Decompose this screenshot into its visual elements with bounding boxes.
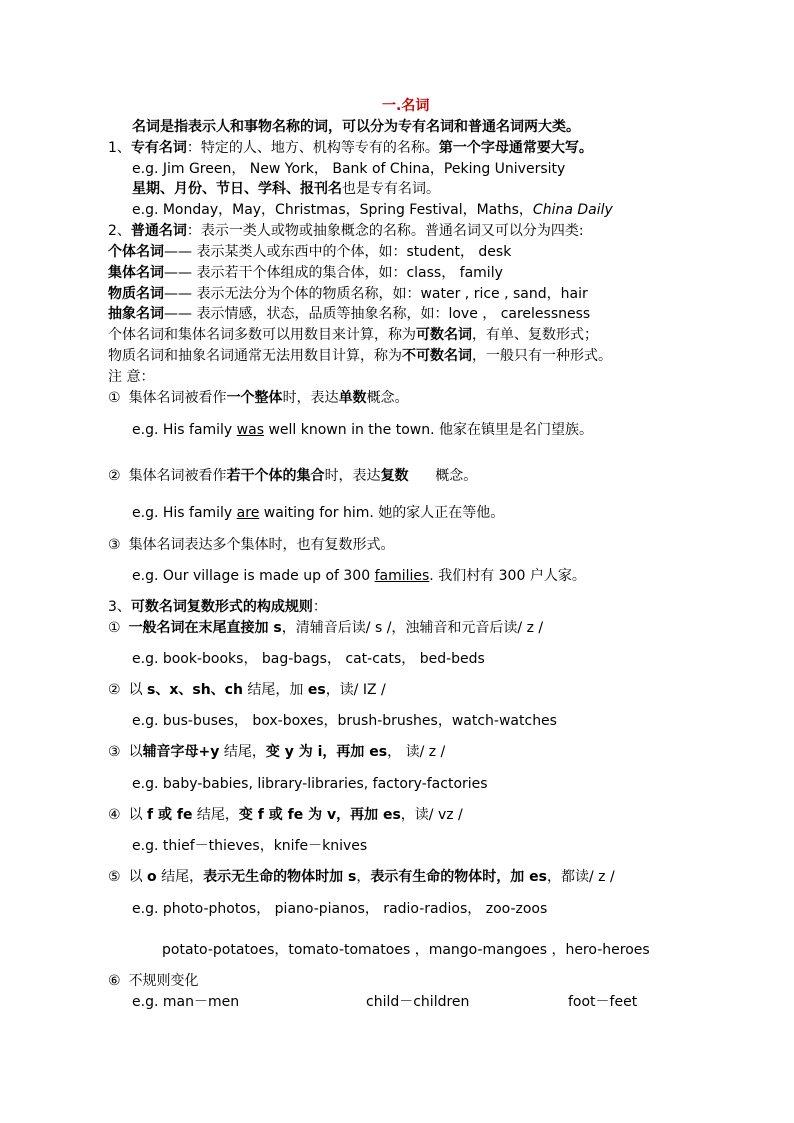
bold-term: 一个整体 (226, 390, 283, 406)
text: ，都读/ z / (547, 869, 615, 885)
text: 时，表达 (282, 390, 339, 406)
bold-term: 若干个体的集合 (226, 468, 325, 484)
example-line: e.g. Jim Green， New York， Bank of China，Peking University (132, 161, 566, 177)
text: 结尾， (156, 869, 204, 885)
section-desc: ：特定的人、地方、机构等专有的名称。 (186, 140, 439, 156)
type-line (108, 305, 590, 323)
type-line (108, 243, 511, 261)
circled-number: ② (108, 468, 121, 484)
text: 集体名词表达多个集体时，也有复数形式。 (128, 537, 395, 553)
bold-term: s、x、sh、ch (147, 682, 243, 698)
intro-end: 。 (566, 119, 580, 135)
rule-1 (108, 619, 543, 637)
note-label: 注 意： (108, 369, 155, 385)
note-item-2 (108, 467, 477, 485)
text: ，读/ vz / (400, 807, 463, 823)
bold-term: es (307, 682, 326, 698)
text: 结尾， (219, 744, 266, 760)
section-name: 可数名词复数形式的构成规则 (130, 599, 313, 615)
bold-term: 不可数名词 (402, 348, 472, 364)
page-title: 一.名词 (382, 98, 430, 114)
note-text: 也是专有名词。 (342, 181, 440, 197)
section-number: 1、 (108, 140, 131, 156)
underlined-word: families (374, 568, 430, 584)
section-3-heading (108, 598, 327, 616)
type-line (108, 285, 588, 303)
example-line (132, 201, 613, 219)
example-line: e.g. bus-buses， box-boxes，brush-brushes，watch-watches (132, 713, 557, 729)
text: . 我们村有 300 户人家。 (429, 568, 586, 584)
type-dash: —— (164, 306, 192, 322)
rule-5 (108, 868, 615, 886)
text: ，清辅音后读/ s /，浊辅音和元音后读/ z / (281, 620, 544, 636)
example-line: potato-potatoes，tomato-tomatoes ，mango-mangoes ，hero-heroes (162, 942, 650, 958)
type-desc: 表示无法分为个体的物质名称，如：water , rice , sand，hair (192, 286, 588, 302)
text: 以 (128, 869, 148, 885)
underlined-word: are (236, 505, 260, 521)
example-irregular-1: e.g. man－men (132, 994, 240, 1010)
text: ， (356, 869, 371, 885)
text: 时，表达 (324, 468, 381, 484)
example-line: e.g. book-books， bag-bags， cat-cats， bed-beds (132, 651, 485, 667)
intro-line (132, 118, 580, 136)
countable-line (108, 326, 598, 344)
text: ，一般只有一种形式。 (472, 348, 612, 364)
text: 结尾，加 (242, 682, 308, 698)
note-line (132, 180, 440, 198)
bold-term: 单数 (338, 390, 367, 406)
example-text: e.g. Monday，May，Christmas，Spring Festival，Maths， (132, 202, 533, 218)
type-desc: 表示某类人或东西中的个体，如：student， desk (192, 244, 512, 260)
bold-term: 辅音字母+y (142, 744, 220, 760)
text: e.g. His family (132, 422, 237, 438)
bold-term: 表示有生命的物体时，加 es (370, 869, 548, 885)
bold-term: f 或 fe (147, 807, 193, 823)
text: ，读/ IZ / (325, 682, 386, 698)
text: e.g. His family (132, 505, 237, 521)
text: 个体名词和集体名词多数可以用数目来计算，称为 (108, 327, 416, 343)
example-italic: China Daily (532, 202, 613, 218)
text: e.g. Our village is made up of 300 (132, 568, 375, 584)
text: 物质名词和抽象名词通常无法用数目计算，称为 (108, 348, 402, 364)
type-desc: 表示若干个体组成的集合体，如：class， family (192, 265, 503, 281)
type-dash: —— (164, 286, 192, 302)
section-2-heading (108, 222, 584, 240)
circled-number: ① (108, 390, 121, 406)
underlined-word: was (236, 422, 264, 438)
rule-6 (108, 972, 199, 990)
bold-term: o (147, 869, 157, 885)
note-item-1 (108, 389, 409, 407)
rule-4 (108, 806, 463, 824)
text: 以 (128, 682, 148, 698)
circled-number: ③ (108, 537, 121, 553)
section-bold: 第一个字母通常要大写 (438, 140, 579, 156)
bold-term: 表示无生命的物体时加 s (203, 869, 357, 885)
bold-term: 复数 (380, 468, 409, 484)
rule-2 (108, 681, 386, 699)
type-name: 集体名词 (108, 265, 164, 281)
type-name: 物质名词 (108, 286, 164, 302)
text: ， 读/ z / (387, 744, 446, 760)
example-line (132, 504, 504, 522)
circled-number: ⑤ (108, 869, 121, 885)
example-line: e.g. photo-photos， piano-pianos， radio-radios， zoo-zoos (132, 901, 548, 917)
bold-term: 可数名词 (416, 327, 472, 343)
text: 以 (128, 807, 148, 823)
text: well known in the town. 他家在镇里是名门望族。 (264, 422, 593, 438)
circled-number: ② (108, 682, 121, 698)
bold-term: 一般名词在末尾直接加 s (128, 620, 282, 636)
section-end: ： (312, 599, 327, 615)
type-name: 抽象名词 (108, 306, 164, 322)
text: 集体名词被看作 (128, 390, 227, 406)
example-irregular-2: child－children (366, 994, 470, 1010)
circled-number: ① (108, 620, 121, 636)
type-desc: 表示情感，状态，品质等抽象名称，如：love ， carelessness (192, 306, 591, 322)
text: 概念。 (366, 390, 409, 406)
text: ，有单、复数形式； (472, 327, 598, 343)
example-line: e.g. baby-babies, library-libraries, factory-factories (132, 776, 488, 792)
text: 结尾， (192, 807, 239, 823)
section-name: 专有名词 (130, 140, 187, 156)
note-bold: 星期、月份、节日、学科、报刊名 (132, 181, 342, 197)
uncountable-line (108, 347, 612, 365)
section-number: 3、 (108, 599, 131, 615)
bold-term: 变 f 或 fe 为 v，再加 es (238, 807, 401, 823)
type-dash: —— (164, 265, 192, 281)
rule-3 (108, 743, 445, 761)
bold-term: 变 y 为 i，再加 es (265, 744, 388, 760)
text: 集体名词被看作 (128, 468, 227, 484)
section-end: 。 (578, 140, 593, 156)
text: 不规则变化 (128, 973, 199, 989)
type-name: 个体名词 (108, 244, 164, 260)
intro-bold: 专有名词和普通名词两大类 (398, 119, 566, 135)
note-item-3 (108, 536, 395, 554)
text: 概念。 (408, 468, 478, 484)
section-name: 普通名词 (130, 223, 187, 239)
type-dash: —— (164, 244, 192, 260)
example-line (132, 421, 593, 439)
example-line: e.g. thief－thieves，knife－knives (132, 838, 368, 854)
section-1-heading (108, 139, 593, 157)
example-line (132, 567, 586, 585)
section-desc: ：表示一类人或物或抽象概念的名称。普通名词又可以分为四类: (186, 223, 584, 239)
type-line (108, 264, 503, 282)
circled-number: ④ (108, 807, 121, 823)
text: 以 (128, 744, 143, 760)
text: waiting for him. 她的家人正在等他。 (259, 505, 505, 521)
example-irregular-3: foot－feet (568, 994, 638, 1010)
section-number: 2、 (108, 223, 131, 239)
intro-text: 名词是指表示人和事物名称的词，可以分为 (132, 119, 398, 135)
circled-number: ③ (108, 744, 121, 760)
circled-number: ⑥ (108, 973, 121, 989)
